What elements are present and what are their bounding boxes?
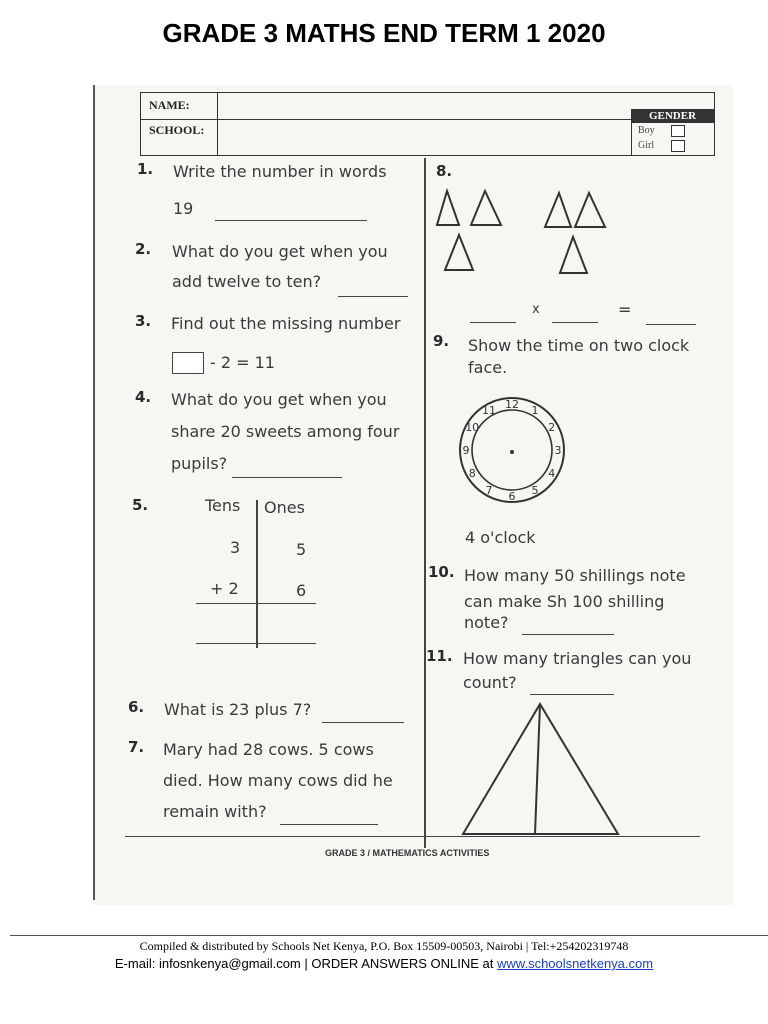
clock-numeral: 6 — [508, 490, 516, 503]
question-10-line-1: How many 50 shillings note — [464, 566, 686, 585]
boy-checkbox[interactable] — [671, 125, 685, 137]
clock-numeral: 11 — [482, 404, 496, 418]
row2-tens: + 2 — [210, 579, 239, 598]
clock-numeral: 8 — [468, 467, 476, 480]
girl-checkbox[interactable] — [671, 140, 685, 152]
clock-numeral: 10 — [465, 421, 480, 434]
footer-email-text: E-mail: infosnkenya@gmail.com | ORDER ANSWERS ONLINE at — [114, 956, 498, 971]
question-7-line-1: Mary had 28 cows. 5 cows — [163, 740, 374, 759]
blank-groups[interactable] — [470, 308, 516, 323]
answer-blank-10[interactable] — [522, 620, 614, 635]
blank-per-group[interactable] — [552, 308, 598, 323]
question-2-line-1: What do you get when you — [172, 242, 388, 261]
question-number-3: 3. — [135, 312, 152, 330]
question-3-text: Find out the missing number — [171, 314, 401, 333]
question-7-line-3: remain with? — [163, 802, 267, 821]
missing-number-box[interactable] — [172, 352, 204, 374]
question-4-line-2: share 20 sweets among four — [171, 422, 400, 441]
clock-numeral: 3 — [554, 444, 562, 457]
tens-header: Tens — [205, 496, 241, 515]
school-label: SCHOOL: — [149, 123, 205, 137]
question-3-equation: - 2 = 11 — [210, 353, 275, 372]
triangle-shape — [545, 193, 571, 227]
question-10-line-3: note? — [464, 613, 509, 632]
question-9-line-2: face. — [468, 358, 508, 377]
answer-blank-1[interactable] — [215, 206, 367, 221]
answer-blank-2[interactable] — [338, 282, 408, 297]
question-number-8: 8. — [436, 162, 453, 180]
clock-numeral: 7 — [485, 483, 493, 497]
sum-line-top — [196, 603, 316, 604]
ones-header: Ones — [264, 498, 305, 517]
question-4-line-1: What do you get when you — [171, 390, 387, 409]
page-title: GRADE 3 MATHS END TERM 1 2020 — [162, 18, 606, 48]
clock-caption: 4 o'clock — [465, 528, 536, 547]
equals-symbol: = — [618, 300, 632, 319]
sheet-footer-rule — [125, 836, 700, 837]
blank-total[interactable] — [646, 310, 696, 325]
footer-contact-line — [0, 956, 768, 971]
question-number-6: 6. — [128, 698, 145, 716]
clock-numeral: 1 — [531, 404, 539, 418]
split-triangle-figure — [455, 700, 625, 840]
sheet-edge — [93, 85, 95, 900]
question-9-line-1: Show the time on two clock — [468, 336, 690, 355]
times-symbol: x — [532, 302, 540, 317]
clock-numeral: 9 — [462, 444, 470, 457]
question-6-text: What is 23 plus 7? — [164, 700, 312, 719]
clock-face[interactable] — [455, 395, 570, 505]
triangle-shape — [560, 237, 587, 273]
answer-blank-7[interactable] — [280, 810, 378, 825]
row1-tens: 3 — [230, 538, 241, 557]
footer-compiled-line: Compiled & distributed by Schools Net Kenya, P.O. Box 15509-00503, Nairobi | Tel:+254202319748 — [139, 939, 629, 953]
triangle-groups — [425, 185, 625, 280]
question-number-7: 7. — [128, 738, 145, 756]
question-number-10: 10. — [428, 563, 455, 581]
boy-label: Boy — [638, 125, 655, 136]
answer-blank-11[interactable] — [530, 680, 614, 695]
gender-label: GENDER — [631, 109, 714, 123]
question-2-line-2: add twelve to ten? — [172, 272, 322, 291]
girl-label: Girl — [638, 140, 655, 151]
footer-rule — [10, 935, 768, 936]
triangle-shape — [437, 191, 459, 225]
question-number-9: 9. — [433, 332, 450, 350]
school-label-cell — [141, 119, 218, 155]
triangle-shape — [445, 235, 473, 270]
question-1-text: Write the number in words — [173, 162, 387, 181]
triangle-shape — [575, 193, 605, 227]
name-label: NAME: — [149, 98, 190, 112]
question-10-line-2: can make Sh 100 shilling — [464, 592, 665, 611]
row1-ones: 5 — [296, 540, 307, 559]
question-1-number: 19 — [173, 199, 194, 218]
question-number-11: 11. — [426, 647, 453, 665]
question-number-1: 1. — [137, 160, 154, 178]
answer-blank-6[interactable] — [322, 708, 404, 723]
question-number-5: 5. — [132, 496, 149, 514]
school-row — [141, 119, 631, 155]
student-details-table — [140, 92, 715, 156]
name-row — [141, 93, 714, 120]
sheet-footer-label: GRADE 3 / MATHEMATICS ACTIVITIES — [325, 848, 490, 858]
footer-website-link[interactable]: www.schoolsnetkenya.com — [497, 956, 654, 971]
clock-numeral: 2 — [548, 421, 556, 434]
question-11-line-2: count? — [463, 673, 517, 692]
triangle-shape — [471, 191, 501, 225]
clock-numeral: 4 — [548, 467, 556, 480]
place-value-vertical-line — [256, 500, 258, 648]
clock-numeral: 12 — [505, 398, 519, 411]
name-label-cell — [141, 93, 218, 119]
clock-numeral: 5 — [531, 483, 539, 497]
question-4-line-3: pupils? — [171, 454, 228, 473]
question-11-line-1: How many triangles can you — [463, 649, 692, 668]
row2-ones: 6 — [296, 581, 307, 600]
sum-line-bottom — [196, 643, 316, 644]
question-7-line-2: died. How many cows did he — [163, 771, 393, 790]
question-number-4: 4. — [135, 388, 152, 406]
answer-blank-4[interactable] — [232, 463, 342, 478]
question-number-2: 2. — [135, 240, 152, 258]
